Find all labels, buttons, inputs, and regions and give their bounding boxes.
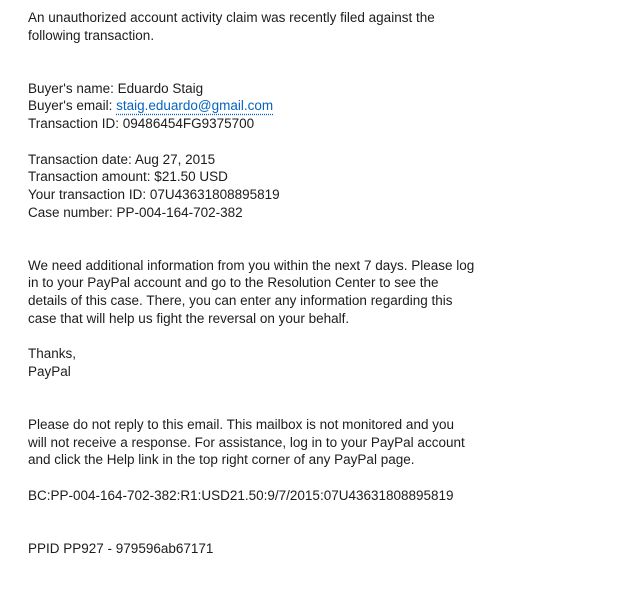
intro-line-1: An unauthorized account activity claim was recently filed against the	[28, 10, 435, 25]
action-request-line-1: We need additional information from you within the next 7 days. Please log	[28, 257, 475, 273]
your-transaction-id-line: Your transaction ID: 07U43631808895819	[28, 186, 280, 202]
buyer-email-label: Buyer's email:	[28, 98, 117, 114]
tracking-code-line: BC:PP-004-164-702-382:R1:USD21.50:9/7/2015:07U43631808895819	[28, 487, 454, 503]
transaction-id-line: Transaction ID: 09486454FG9375700	[28, 116, 255, 132]
buyer-email-link[interactable]: staig.eduardo@gmail.com	[116, 98, 274, 114]
signature-sender: PayPal	[28, 363, 71, 379]
buyer-email-line	[28, 97, 619, 115]
spacer	[28, 504, 619, 539]
spacer	[28, 44, 619, 79]
signature-thanks: Thanks,	[28, 346, 77, 362]
case-number-line: Case number: PP-004-164-702-382	[28, 204, 243, 220]
spacer	[28, 133, 619, 151]
ppid-line: PPID PP927 - 979596ab67171	[28, 540, 214, 556]
footer-notice-line-1: Please do not reply to this email. This mailbox is not monitored and you	[28, 416, 454, 432]
buyer-name-line: Buyer's name: Eduardo Staig	[28, 80, 204, 96]
spacer	[28, 221, 619, 256]
action-request-line-2: in to your PayPal account and go to the Resolution Center to see the	[28, 275, 439, 291]
transaction-date-line: Transaction date: Aug 27, 2015	[28, 151, 216, 167]
action-request-line-4: case that will help us fight the reversal on your behalf.	[28, 310, 350, 326]
spacer	[28, 380, 619, 415]
action-request-line-3: details of this case. There, you can enter any information regarding this	[28, 293, 453, 309]
transaction-amount-line: Transaction amount: $21.50 USD	[28, 169, 228, 185]
spacer	[28, 469, 619, 487]
footer-notice-line-3: and click the Help link in the top right corner of any PayPal page.	[28, 452, 415, 468]
spacer	[28, 327, 619, 345]
intro-line-2: following transaction.	[28, 27, 155, 43]
footer-notice-line-2: will not receive a response. For assistance, log in to your PayPal account	[28, 434, 465, 450]
